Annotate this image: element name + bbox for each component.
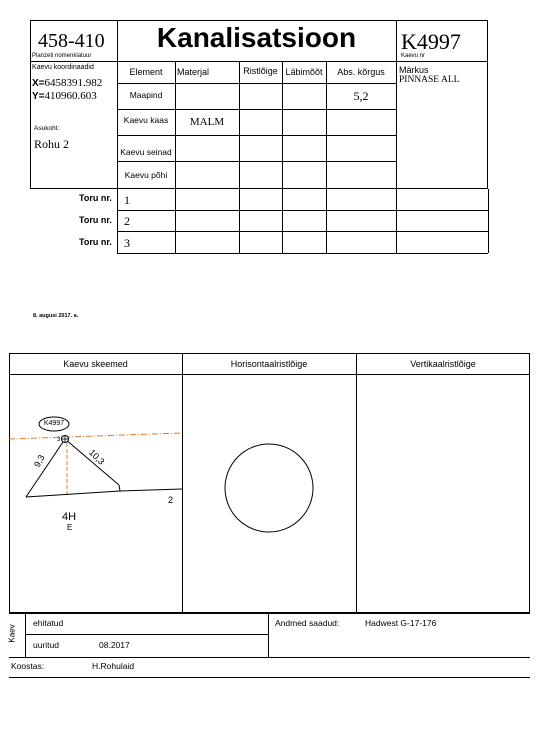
row-element: Maapind	[129, 90, 163, 100]
source-label: Andmed saadud:	[275, 618, 340, 628]
row-element: Kaevu põhi	[124, 170, 168, 180]
coord-y	[32, 90, 97, 102]
row-element: Kaevu seinad	[120, 147, 172, 157]
well-schematic	[9, 375, 182, 612]
pipe-label: Toru nr.	[79, 215, 112, 225]
house-sub: E	[67, 523, 73, 532]
header-abs-height: Abs. kõrgus	[337, 67, 385, 77]
well-tag: K4997	[43, 420, 65, 427]
row-material: MALM	[189, 116, 225, 128]
sketch-header: Vertikaalristlõige	[410, 359, 476, 369]
pipe-number: 3	[124, 236, 130, 250]
pipe-label: Toru nr.	[79, 193, 112, 203]
built-label: ehitatud	[33, 618, 64, 628]
surveyed-label: uuritud	[33, 640, 59, 650]
location-label: Asukoht:	[34, 125, 60, 132]
triangle-number: 3	[57, 437, 61, 443]
remark-value: PINNASE ALL	[399, 75, 460, 85]
plan-label: Planzeti nomenklatuur	[32, 53, 92, 59]
author-label: Koostas:	[11, 661, 45, 671]
axis-line	[9, 433, 182, 439]
horizontal-section	[182, 375, 356, 612]
footer-side-label: Kaev	[7, 624, 17, 643]
sketch-header: Horisontaalristlõige	[230, 359, 308, 369]
location-value: Rohu 2	[34, 137, 70, 151]
coord-y-label: Y=	[32, 91, 45, 102]
row-element: Kaevu kaas	[123, 115, 169, 125]
pipe-line	[119, 485, 182, 491]
header-element: Element	[129, 67, 163, 77]
plan-number: 458-410	[38, 30, 105, 52]
coords-label: Kaevu koordinaadid	[32, 64, 94, 71]
sketch-header: Kaevu skeemed	[63, 359, 128, 369]
coord-x-value: 6458391.982	[44, 77, 103, 89]
pipe-number: 2	[124, 214, 130, 228]
pipe-number-label: 2	[168, 495, 174, 505]
well-circle	[225, 444, 313, 532]
dimension-label: 9,3	[31, 453, 47, 469]
house-label: 4H	[62, 511, 77, 523]
coord-x-label: X=	[32, 78, 45, 89]
source-value: Hadwest G-17-176	[365, 618, 437, 628]
coord-x	[32, 77, 102, 89]
header-diameter: Läbimõõt	[285, 67, 323, 77]
triangle-base	[26, 491, 120, 497]
pipe-label: Toru nr.	[79, 237, 112, 247]
dimension-label: 10,3	[87, 447, 107, 467]
coord-y-value: 410960.603	[44, 90, 97, 102]
header-material: Materjal	[176, 67, 209, 77]
well-label: Kaevu nr	[401, 53, 426, 59]
remark-label: Märkus	[399, 65, 429, 75]
author-value: H.Rohulaid	[92, 661, 135, 671]
pipe-number: 1	[124, 193, 130, 207]
header-cross-section: Ristlõige	[243, 66, 278, 76]
date-note: 8. augusi 2017. a.	[33, 313, 79, 319]
page-title: Kanalisatsioon	[156, 22, 357, 53]
surveyed-value: 08.2017	[99, 640, 130, 650]
well-id: K4997	[401, 29, 461, 54]
row-abs-height: 5,2	[353, 89, 369, 103]
